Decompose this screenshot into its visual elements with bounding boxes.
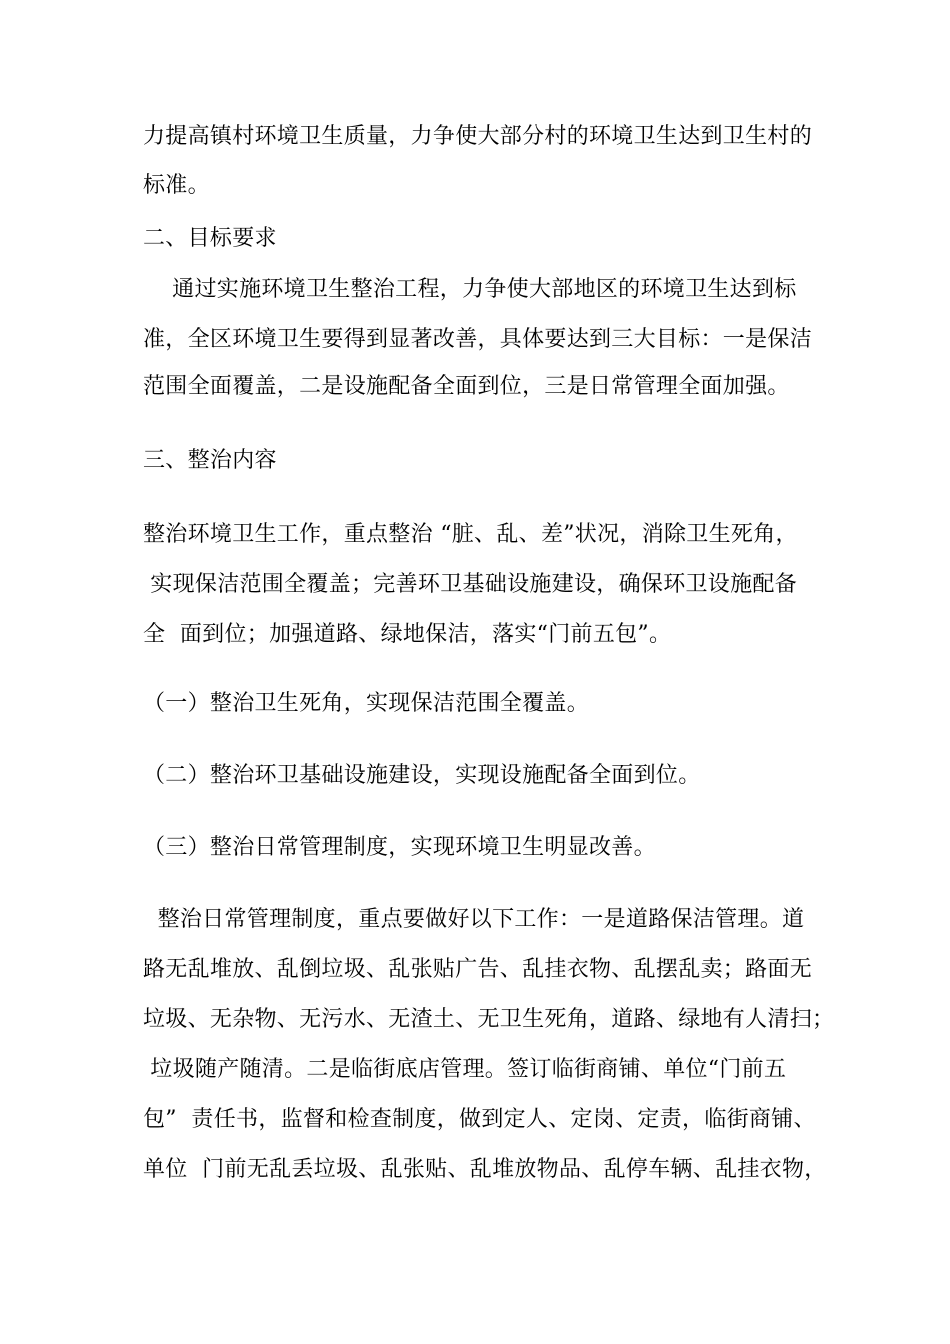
text-line: 单位 门前无乱丢垃圾、乱张贴、乱堆放物品、乱停车辆、乱挂衣物， — [143, 1157, 827, 1182]
text-line: 通过实施环境卫生整治工程，力争使大部地区的环境卫生达到标 — [143, 277, 797, 302]
text-line: 整治环境卫生工作，重点整治 “脏、乱、差”状况，消除卫生死角， — [143, 522, 798, 547]
text-line: 垃圾随产随清。二是临街底店管理。签订临街商铺、单位“门前五 — [143, 1057, 787, 1082]
text-line: 垃圾、无杂物、无污水、无渣土、无卫生死角，道路、绿地有人清扫； — [143, 1007, 835, 1032]
section-heading: 二、目标要求 — [143, 226, 277, 251]
text-line: 范围全面覆盖，二是设施配备全面到位，三是日常管理全面加强。 — [143, 374, 790, 399]
subsection-heading: （三）整治日常管理制度，实现环境卫生明显改善。 — [143, 835, 656, 860]
text-line: 标准。 — [143, 173, 210, 198]
subsection-heading: （一）整治卫生死角，实现保洁范围全覆盖。 — [143, 691, 590, 716]
section-heading: 三、整治内容 — [143, 448, 277, 473]
text-line: 力提高镇村环境卫生质量，力争使大部分村的环境卫生达到卫生村的 — [143, 124, 813, 149]
text-line: 路无乱堆放、乱倒垃圾、乱张贴广告、乱挂衣物、乱摆乱卖；路面无 — [143, 957, 813, 982]
text-line: 准，全区环境卫生要得到显著改善，具体要达到三大目标：一是保洁 — [143, 327, 813, 352]
text-line: 包” 责任书，监督和检查制度，做到定人、定岗、定责，临街商铺、 — [143, 1107, 816, 1132]
text-line: 实现保洁范围全覆盖；完善环卫基础设施建设，确保环卫设施配备 — [143, 572, 797, 597]
subsection-heading: （二）整治环卫基础设施建设，实现设施配备全面到位。 — [143, 763, 701, 788]
text-line: 全 面到位；加强道路、绿地保洁，落实“门前五包”。 — [143, 622, 672, 647]
text-line: 整治日常管理制度，重点要做好以下工作：一是道路保洁管理。道 — [143, 907, 805, 932]
